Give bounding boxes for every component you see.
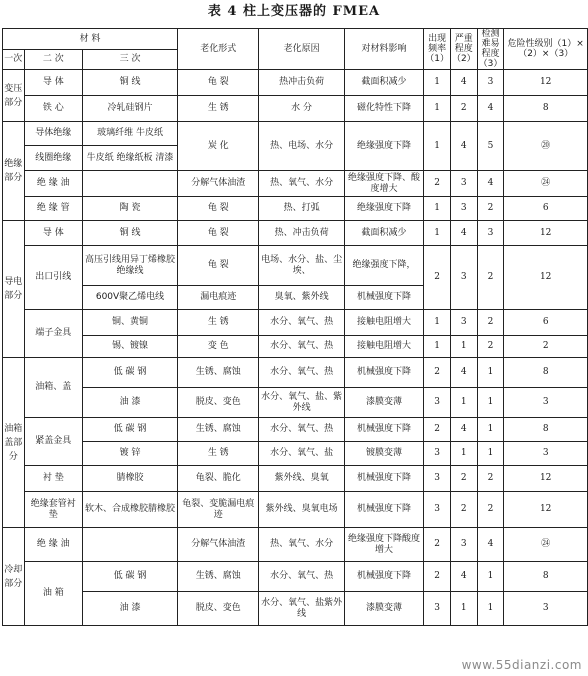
cell-level2: 绝缘套管衬 垫 (24, 492, 82, 528)
table-row (3, 246, 588, 286)
cell-level2: 导 体 (24, 70, 82, 96)
cell-aging-form: 分解气体油渣 (178, 171, 259, 197)
group-label: 变压部分 (3, 70, 25, 122)
cell-level3: 低 碳 钢 (82, 358, 177, 388)
cell-level2: 油 箱 (24, 562, 82, 626)
cell-risk-level: 8 (504, 562, 588, 592)
header-aging-cause: 老化原因 (259, 29, 344, 70)
cell-level2: 导 体 (24, 221, 82, 246)
cell-detectability: 1 (477, 592, 504, 626)
cell-effect: 机械强度下降 (344, 492, 424, 528)
cell-risk-level: 3 (504, 592, 588, 626)
header-severity: 严重程度（2） (450, 29, 477, 70)
cell-level2: 线圈绝缘 (24, 146, 82, 171)
cell-aging-cause: 臭氧、紫外线 (259, 286, 344, 310)
cell-aging-cause: 热、氧气、水分 (259, 528, 344, 562)
cell-level3: 低 碳 钢 (82, 418, 177, 442)
cell-severity: 1 (450, 388, 477, 418)
cell-frequency: 2 (424, 562, 451, 592)
cell-aging-cause: 水分、氧气、盐、紫外线 (259, 388, 344, 418)
cell-effect: 绝缘强度下降酸度增大 (344, 528, 424, 562)
cell-level3: 玻璃纤维 牛皮纸 (82, 122, 177, 146)
group-label: 油箱盖部分 (3, 358, 25, 528)
cell-severity: 4 (450, 358, 477, 388)
header-aging-form: 老化形式 (178, 29, 259, 70)
cell-frequency: 1 (424, 310, 451, 336)
cell-aging-form: 生锈、腐蚀 (178, 418, 259, 442)
header-frequency: 出现频率（1） (424, 29, 451, 70)
cell-aging-form: 龟 裂 (178, 221, 259, 246)
cell-severity: 4 (450, 418, 477, 442)
cell-detectability: 1 (477, 562, 504, 592)
cell-aging-form: 龟裂、变脆漏电痕迹 (178, 492, 259, 528)
cell-detectability: 2 (477, 336, 504, 358)
cell-detectability: 2 (477, 492, 504, 528)
cell-aging-cause: 紫外线、臭氧电场 (259, 492, 344, 528)
cell-frequency: 1 (424, 336, 451, 358)
cell-frequency: 2 (424, 246, 451, 310)
table-row (3, 592, 588, 626)
table-row (3, 442, 588, 466)
cell-detectability: 3 (477, 70, 504, 96)
header-level1: 一次 (3, 49, 25, 70)
cell-aging-form: 分解气体油渣 (178, 528, 259, 562)
cell-effect: 接触电阻增大 (344, 336, 424, 358)
cell-risk-level: 8 (504, 96, 588, 122)
cell-severity: 3 (450, 171, 477, 197)
cell-frequency: 1 (424, 122, 451, 171)
cell-level2: 绝 缘 管 (24, 197, 82, 221)
cell-effect: 漆膜变薄 (344, 388, 424, 418)
cell-detectability: 5 (477, 122, 504, 171)
cell-frequency: 2 (424, 418, 451, 442)
cell-level2: 出口引线 (24, 246, 82, 310)
table-row (3, 418, 588, 442)
cell-detectability: 1 (477, 418, 504, 442)
cell-level2: 绝 缘 油 (24, 528, 82, 562)
header-row (3, 29, 588, 50)
cell-severity: 4 (450, 221, 477, 246)
cell-level3 (82, 171, 177, 197)
cell-severity: 3 (450, 310, 477, 336)
cell-severity: 1 (450, 592, 477, 626)
cell-level3 (82, 528, 177, 562)
cell-risk-level: 12 (504, 492, 588, 528)
header-level3: 三 次 (82, 49, 177, 70)
cell-frequency: 2 (424, 528, 451, 562)
cell-effect: 绝缘强度下降、酸度增大 (344, 171, 424, 197)
cell-level3: 镀 锌 (82, 442, 177, 466)
table-row (3, 562, 588, 592)
cell-risk-level: 6 (504, 310, 588, 336)
cell-level2: 紧盖金具 (24, 418, 82, 466)
table-row (3, 171, 588, 197)
table-row (3, 96, 588, 122)
cell-severity: 4 (450, 562, 477, 592)
cell-effect: 绝缘强度下降 (344, 122, 424, 171)
cell-level3: 陶 瓷 (82, 197, 177, 221)
table-row (3, 492, 588, 528)
cell-effect: 绝缘强度下降， (344, 246, 424, 286)
cell-aging-form: 龟裂、脆化 (178, 466, 259, 492)
cell-aging-cause: 热冲击负荷 (259, 70, 344, 96)
header-risk-level: 危险性级别（1）×（2）×（3） (504, 29, 588, 70)
cell-level3: 油 漆 (82, 388, 177, 418)
cell-detectability: 1 (477, 442, 504, 466)
cell-level2: 导体绝缘 (24, 122, 82, 146)
cell-frequency: 3 (424, 388, 451, 418)
cell-level3: 牛皮纸 绝缘纸板 清漆 (82, 146, 177, 171)
cell-aging-form: 变 色 (178, 336, 259, 358)
cell-level3: 油 漆 (82, 592, 177, 626)
cell-level3: 高压引线用异丁烯橡胶绝缘线 (82, 246, 177, 286)
cell-frequency: 1 (424, 70, 451, 96)
cell-effect: 接触电阻增大 (344, 310, 424, 336)
cell-effect: 机械强度下降 (344, 286, 424, 310)
cell-severity: 4 (450, 70, 477, 96)
cell-risk-level: 12 (504, 246, 588, 310)
cell-risk-level: 2 (504, 336, 588, 358)
cell-level2: 油箱、盖 (24, 358, 82, 418)
table-row (3, 466, 588, 492)
cell-severity: 2 (450, 466, 477, 492)
cell-detectability: 4 (477, 528, 504, 562)
cell-aging-form: 生 锈 (178, 96, 259, 122)
table-row (3, 336, 588, 358)
cell-risk-level: ⑳ (504, 122, 588, 171)
watermark: www.55dianzi.com (461, 658, 582, 672)
cell-aging-cause: 水分、氧气、热 (259, 310, 344, 336)
cell-level3: 软木、合成橡胶腈橡胶 (82, 492, 177, 528)
table-title: 表 4 柱上变压器的 FMEA (207, 4, 381, 19)
cell-detectability: 3 (477, 221, 504, 246)
cell-risk-level: ㉔ (504, 528, 588, 562)
cell-frequency: 1 (424, 221, 451, 246)
table-row (3, 122, 588, 146)
cell-frequency: 1 (424, 197, 451, 221)
cell-level3: 腈橡胶 (82, 466, 177, 492)
cell-effect: 机械强度下降 (344, 466, 424, 492)
header-level2: 二 次 (24, 49, 82, 70)
cell-severity: 4 (450, 122, 477, 171)
cell-aging-form: 脱皮、变色 (178, 388, 259, 418)
cell-risk-level: 6 (504, 197, 588, 221)
cell-detectability: 1 (477, 388, 504, 418)
cell-risk-level: 12 (504, 70, 588, 96)
cell-frequency: 2 (424, 171, 451, 197)
cell-effect: 机械强度下降 (344, 418, 424, 442)
cell-level3: 冷轧硅钢片 (82, 96, 177, 122)
cell-risk-level: 12 (504, 466, 588, 492)
cell-aging-form: 生 锈 (178, 310, 259, 336)
cell-severity: 2 (450, 492, 477, 528)
cell-level3: 锡、镀镍 (82, 336, 177, 358)
cell-level3: 600V聚乙烯电线 (82, 286, 177, 310)
cell-frequency: 3 (424, 442, 451, 466)
cell-risk-level: ㉔ (504, 171, 588, 197)
cell-level3: 铜 线 (82, 70, 177, 96)
table-row (3, 70, 588, 96)
cell-risk-level: 3 (504, 442, 588, 466)
cell-level3: 铜 线 (82, 221, 177, 246)
cell-level3: 低 碳 钢 (82, 562, 177, 592)
cell-detectability: 4 (477, 96, 504, 122)
group-label: 绝缘部分 (3, 122, 25, 221)
cell-effect: 机械强度下降 (344, 358, 424, 388)
cell-aging-form: 龟 裂 (178, 197, 259, 221)
cell-aging-cause: 水分、氧气、盐 (259, 442, 344, 466)
cell-effect: 截面积减少 (344, 70, 424, 96)
cell-aging-form: 炭 化 (178, 122, 259, 171)
group-label: 导电部分 (3, 221, 25, 358)
table-row (3, 358, 588, 388)
cell-aging-form: 漏电痕迹 (178, 286, 259, 310)
cell-aging-form: 生 锈 (178, 442, 259, 466)
cell-severity: 3 (450, 528, 477, 562)
cell-severity: 3 (450, 197, 477, 221)
cell-aging-cause: 热、电场、水分 (259, 122, 344, 171)
cell-severity: 3 (450, 246, 477, 310)
cell-aging-form: 脱皮、变色 (178, 592, 259, 626)
cell-detectability: 2 (477, 466, 504, 492)
cell-frequency: 1 (424, 96, 451, 122)
cell-level2: 绝 缘 油 (24, 171, 82, 197)
cell-effect: 磁化特性下降 (344, 96, 424, 122)
header-effect: 对材料影响 (344, 29, 424, 70)
cell-risk-level: 8 (504, 418, 588, 442)
cell-risk-level: 8 (504, 358, 588, 388)
cell-detectability: 2 (477, 197, 504, 221)
cell-severity: 1 (450, 336, 477, 358)
cell-detectability: 4 (477, 171, 504, 197)
cell-effect: 漆膜变薄 (344, 592, 424, 626)
cell-detectability: 1 (477, 358, 504, 388)
cell-aging-cause: 水分、氧气、热 (259, 418, 344, 442)
table-row (3, 221, 588, 246)
cell-aging-cause: 水分、氧气、热 (259, 562, 344, 592)
table-row (3, 388, 588, 418)
cell-effect: 镀膜变薄 (344, 442, 424, 466)
cell-aging-cause: 水分、氧气、热 (259, 358, 344, 388)
cell-level2: 铁 心 (24, 96, 82, 122)
cell-aging-cause: 水分、氧气、盐紫外线 (259, 592, 344, 626)
header-detectability: 检测难易程度（3） (478, 29, 503, 69)
cell-aging-form: 龟 裂 (178, 246, 259, 286)
cell-severity: 1 (450, 442, 477, 466)
cell-severity: 2 (450, 96, 477, 122)
cell-detectability: 2 (477, 310, 504, 336)
cell-frequency: 3 (424, 466, 451, 492)
group-label: 冷却部分 (3, 528, 25, 626)
cell-risk-level: 12 (504, 221, 588, 246)
cell-risk-level: 3 (504, 388, 588, 418)
cell-frequency: 3 (424, 492, 451, 528)
cell-aging-cause: 水分、氧气、热 (259, 336, 344, 358)
cell-level3: 铜、黄铜 (82, 310, 177, 336)
cell-aging-cause: 热、打弧 (259, 197, 344, 221)
cell-aging-cause: 热、冲击负荷 (259, 221, 344, 246)
cell-frequency: 3 (424, 592, 451, 626)
table-row (3, 528, 588, 562)
cell-aging-cause: 紫外线、臭氧 (259, 466, 344, 492)
cell-aging-cause: 电场、水分、盐、尘埃、 (259, 246, 344, 286)
cell-level2: 衬 垫 (24, 466, 82, 492)
cell-aging-cause: 水 分 (259, 96, 344, 122)
table-row (3, 197, 588, 221)
cell-aging-cause: 热、氧气、水分 (259, 171, 344, 197)
header-material: 材 料 (3, 29, 178, 50)
cell-aging-form: 生锈、腐蚀 (178, 358, 259, 388)
fmea-table (2, 28, 588, 626)
table-row (3, 310, 588, 336)
cell-aging-form: 生锈、腐蚀 (178, 562, 259, 592)
cell-detectability: 2 (477, 246, 504, 310)
cell-effect: 机械强度下降 (344, 562, 424, 592)
cell-frequency: 2 (424, 358, 451, 388)
cell-effect: 截面积减少 (344, 221, 424, 246)
cell-aging-form: 龟 裂 (178, 70, 259, 96)
cell-effect: 绝缘强度下降 (344, 197, 424, 221)
cell-level2: 端子金具 (24, 310, 82, 358)
